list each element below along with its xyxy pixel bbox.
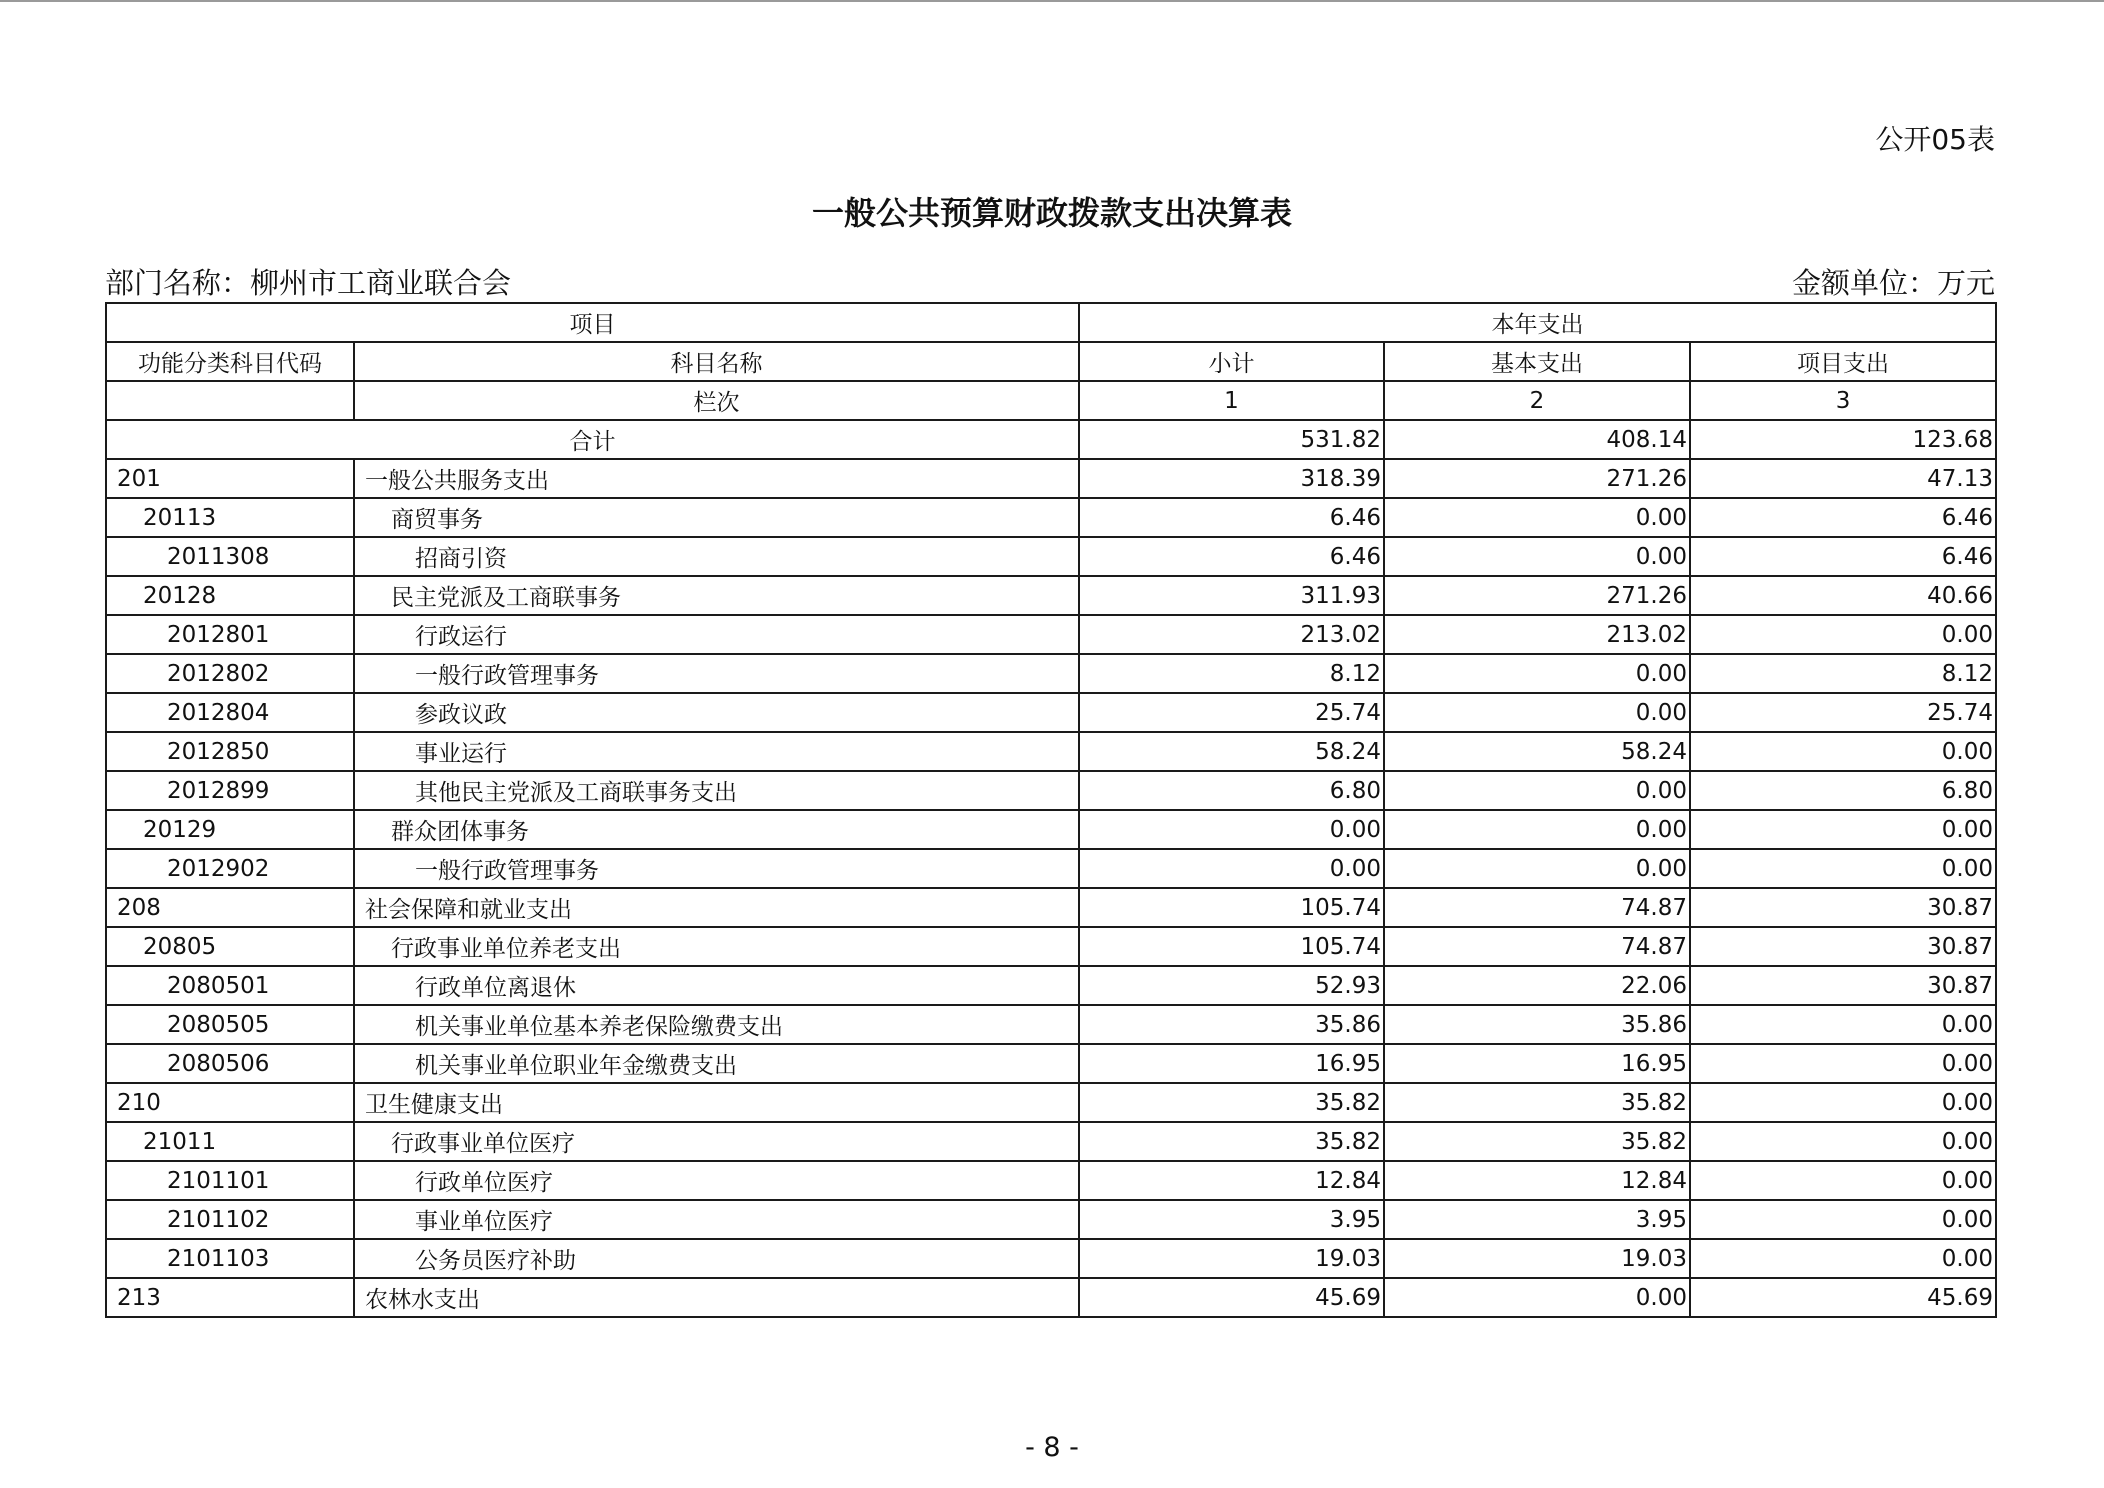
row-code: 21011: [106, 1122, 354, 1161]
row-project: 47.13: [1690, 459, 1996, 498]
row-subtotal: 318.39: [1079, 459, 1384, 498]
row-subtotal: 25.74: [1079, 693, 1384, 732]
row-name: 民主党派及工商联事务: [354, 576, 1079, 615]
total-project: 123.68: [1690, 420, 1996, 459]
row-name: 群众团体事务: [354, 810, 1079, 849]
row-basic: 58.24: [1384, 732, 1690, 771]
row-basic: 3.95: [1384, 1200, 1690, 1239]
row-code: 2012902: [106, 849, 354, 888]
row-project: 0.00: [1690, 1122, 1996, 1161]
table-row: [106, 693, 1996, 732]
row-project: 0.00: [1690, 810, 1996, 849]
row-project: 6.46: [1690, 498, 1996, 537]
row-name: 商贸事务: [354, 498, 1079, 537]
table-row: [106, 459, 1996, 498]
total-label: 合计: [106, 420, 1079, 459]
row-basic: 12.84: [1384, 1161, 1690, 1200]
row-basic: 0.00: [1384, 693, 1690, 732]
total-basic: 408.14: [1384, 420, 1690, 459]
row-basic: 35.82: [1384, 1122, 1690, 1161]
row-basic: 74.87: [1384, 927, 1690, 966]
row-subtotal: 8.12: [1079, 654, 1384, 693]
header-empty-cell: [106, 381, 354, 420]
row-name: 农林水支出: [354, 1278, 1079, 1317]
row-basic: 22.06: [1384, 966, 1690, 1005]
header-project-expense: 项目支出: [1690, 342, 1996, 381]
table-row: [106, 849, 1996, 888]
row-name: 公务员医疗补助: [354, 1239, 1079, 1278]
row-project: 6.80: [1690, 771, 1996, 810]
expenditure-table: [105, 302, 1997, 1318]
amount-unit: 金额单位：万元: [1791, 266, 1995, 300]
row-project: 6.46: [1690, 537, 1996, 576]
row-name: 其他民主党派及工商联事务支出: [354, 771, 1079, 810]
table-row: [106, 966, 1996, 1005]
table-row: [106, 654, 1996, 693]
header-basic: 基本支出: [1384, 342, 1690, 381]
row-code: 210: [106, 1083, 354, 1122]
department-name: 部门名称：柳州市工商业联合会: [105, 266, 512, 300]
row-project: 30.87: [1690, 966, 1996, 1005]
row-subtotal: 6.46: [1079, 498, 1384, 537]
row-project: 30.87: [1690, 888, 1996, 927]
row-code: 2012801: [106, 615, 354, 654]
row-basic: 0.00: [1384, 498, 1690, 537]
row-subtotal: 6.80: [1079, 771, 1384, 810]
row-name: 事业单位医疗: [354, 1200, 1079, 1239]
header-subtotal: 小计: [1079, 342, 1384, 381]
row-basic: 19.03: [1384, 1239, 1690, 1278]
row-name: 机关事业单位基本养老保险缴费支出: [354, 1005, 1079, 1044]
row-basic: 0.00: [1384, 654, 1690, 693]
row-code: 2012802: [106, 654, 354, 693]
table-row: [106, 810, 1996, 849]
page-title: 一般公共预算财政拨款支出决算表: [811, 194, 1292, 232]
row-code: 2080506: [106, 1044, 354, 1083]
row-code: 20805: [106, 927, 354, 966]
row-subtotal: 105.74: [1079, 888, 1384, 927]
table-row: [106, 1044, 1996, 1083]
table-row: [106, 1200, 1996, 1239]
row-code: 2012850: [106, 732, 354, 771]
table-row: [106, 537, 1996, 576]
row-name: 行政事业单位养老支出: [354, 927, 1079, 966]
row-code: 2101103: [106, 1239, 354, 1278]
total-row: [106, 420, 1996, 459]
row-project: 30.87: [1690, 927, 1996, 966]
row-basic: 0.00: [1384, 810, 1690, 849]
row-code: 2101101: [106, 1161, 354, 1200]
row-basic: 271.26: [1384, 576, 1690, 615]
row-subtotal: 311.93: [1079, 576, 1384, 615]
row-name: 行政事业单位医疗: [354, 1122, 1079, 1161]
row-project: 0.00: [1690, 732, 1996, 771]
row-code: 20113: [106, 498, 354, 537]
row-name: 行政运行: [354, 615, 1079, 654]
row-name: 招商引资: [354, 537, 1079, 576]
table-row: [106, 927, 1996, 966]
row-subtotal: 0.00: [1079, 810, 1384, 849]
table-row: [106, 576, 1996, 615]
row-code: 201: [106, 459, 354, 498]
row-name: 一般行政管理事务: [354, 849, 1079, 888]
row-project: 0.00: [1690, 1161, 1996, 1200]
row-name: 卫生健康支出: [354, 1083, 1079, 1122]
row-project: 0.00: [1690, 1200, 1996, 1239]
row-basic: 0.00: [1384, 771, 1690, 810]
row-code: 2012899: [106, 771, 354, 810]
table-row: [106, 1278, 1996, 1317]
row-name: 行政单位离退休: [354, 966, 1079, 1005]
header-project: 项目: [106, 303, 1079, 342]
row-code: 20128: [106, 576, 354, 615]
row-subtotal: 213.02: [1079, 615, 1384, 654]
column-number-2: 2: [1384, 381, 1690, 420]
row-subtotal: 105.74: [1079, 927, 1384, 966]
row-subtotal: 16.95: [1079, 1044, 1384, 1083]
row-name: 社会保障和就业支出: [354, 888, 1079, 927]
column-number-3: 3: [1690, 381, 1996, 420]
column-index-label: 栏次: [354, 381, 1079, 420]
row-name: 一般公共服务支出: [354, 459, 1079, 498]
row-subtotal: 3.95: [1079, 1200, 1384, 1239]
row-project: 0.00: [1690, 615, 1996, 654]
row-subtotal: 12.84: [1079, 1161, 1384, 1200]
row-basic: 0.00: [1384, 1278, 1690, 1317]
row-basic: 35.86: [1384, 1005, 1690, 1044]
column-number-1: 1: [1079, 381, 1384, 420]
row-subtotal: 35.82: [1079, 1122, 1384, 1161]
table-row: [106, 1122, 1996, 1161]
top-border-line: [0, 0, 2104, 2]
row-name: 行政单位医疗: [354, 1161, 1079, 1200]
row-subtotal: 35.82: [1079, 1083, 1384, 1122]
row-name: 参政议政: [354, 693, 1079, 732]
row-project: 0.00: [1690, 1083, 1996, 1122]
row-project: 25.74: [1690, 693, 1996, 732]
header-code: 功能分类科目代码: [106, 342, 354, 381]
row-code: 2012804: [106, 693, 354, 732]
total-subtotal: 531.82: [1079, 420, 1384, 459]
row-name: 一般行政管理事务: [354, 654, 1079, 693]
row-subtotal: 52.93: [1079, 966, 1384, 1005]
table-row: [106, 1083, 1996, 1122]
header-row-3: [106, 381, 1996, 420]
header-name: 科目名称: [354, 342, 1079, 381]
row-subtotal: 58.24: [1079, 732, 1384, 771]
table-row: [106, 498, 1996, 537]
row-project: 45.69: [1690, 1278, 1996, 1317]
table-row: [106, 1005, 1996, 1044]
form-code: 公开05表: [1875, 123, 1995, 156]
row-project: 0.00: [1690, 849, 1996, 888]
row-code: 20129: [106, 810, 354, 849]
row-subtotal: 45.69: [1079, 1278, 1384, 1317]
row-subtotal: 19.03: [1079, 1239, 1384, 1278]
row-code: 2011308: [106, 537, 354, 576]
row-basic: 0.00: [1384, 849, 1690, 888]
table-row: [106, 1161, 1996, 1200]
header-current-year: 本年支出: [1079, 303, 1996, 342]
row-name: 机关事业单位职业年金缴费支出: [354, 1044, 1079, 1083]
page-number: - 8 -: [1025, 1432, 1079, 1463]
row-subtotal: 35.86: [1079, 1005, 1384, 1044]
row-basic: 16.95: [1384, 1044, 1690, 1083]
table-row: [106, 1239, 1996, 1278]
row-code: 2080505: [106, 1005, 354, 1044]
row-basic: 0.00: [1384, 537, 1690, 576]
row-basic: 213.02: [1384, 615, 1690, 654]
row-code: 2101102: [106, 1200, 354, 1239]
row-project: 8.12: [1690, 654, 1996, 693]
row-basic: 74.87: [1384, 888, 1690, 927]
row-name: 事业运行: [354, 732, 1079, 771]
row-project: 40.66: [1690, 576, 1996, 615]
row-code: 208: [106, 888, 354, 927]
row-basic: 35.82: [1384, 1083, 1690, 1122]
row-code: 2080501: [106, 966, 354, 1005]
table-row: [106, 615, 1996, 654]
table-row: [106, 771, 1996, 810]
row-project: 0.00: [1690, 1005, 1996, 1044]
row-project: 0.00: [1690, 1044, 1996, 1083]
table-row: [106, 888, 1996, 927]
row-subtotal: 0.00: [1079, 849, 1384, 888]
row-basic: 271.26: [1384, 459, 1690, 498]
header-row-1: [106, 303, 1996, 342]
table-row: [106, 732, 1996, 771]
header-row-2: [106, 342, 1996, 381]
row-code: 213: [106, 1278, 354, 1317]
row-subtotal: 6.46: [1079, 537, 1384, 576]
row-project: 0.00: [1690, 1239, 1996, 1278]
